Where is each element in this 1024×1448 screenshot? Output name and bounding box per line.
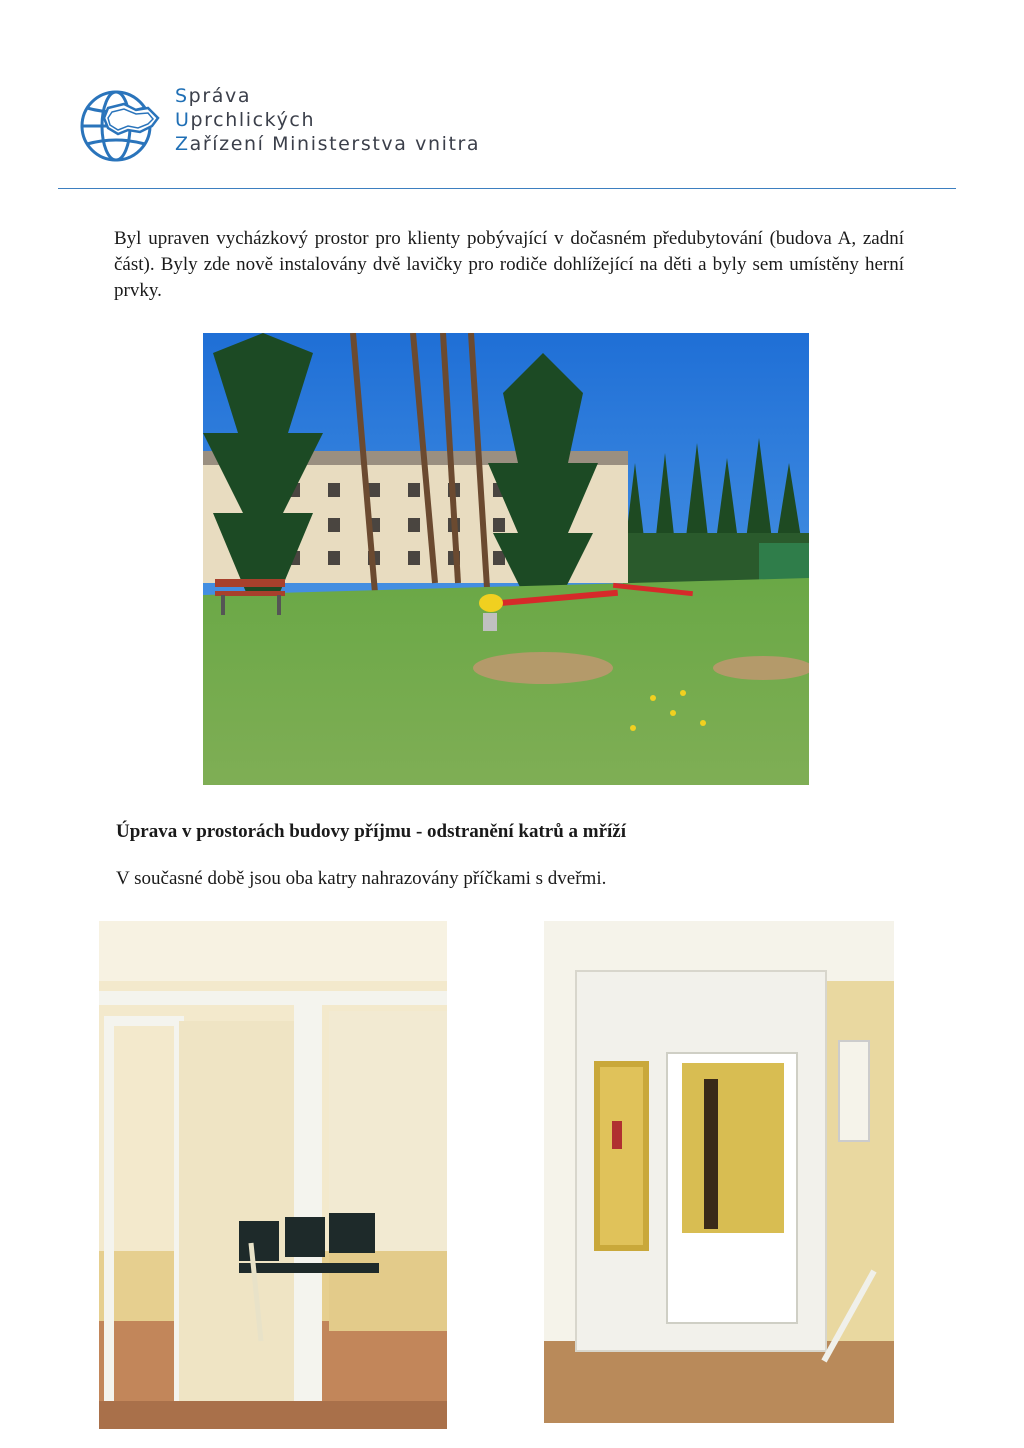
org-line-2: Uprchlických bbox=[175, 109, 316, 131]
section-paragraph: V současné době jsou oba katry nahrazovány příčkami s dveřmi. bbox=[116, 868, 607, 889]
globe-czech-map-icon bbox=[78, 86, 162, 168]
section-heading: Úprava v prostorách budovy příjmu - odstranění katrů a mříží bbox=[116, 821, 627, 842]
interior-partition-photo bbox=[99, 921, 447, 1429]
org-line-1: Správa bbox=[175, 85, 252, 107]
org-line-3: Zařízení Ministerstva vnitra bbox=[175, 133, 481, 155]
organization-name bbox=[175, 84, 480, 156]
playground-photo bbox=[203, 333, 809, 785]
interior-door-photo bbox=[544, 921, 894, 1423]
intro-paragraph: Byl upraven vycházkový prostor pro klienty pobývající v dočasném předubytování (budova A, zadní část). Byly zde nově instalovány dvě lavičky pro rodiče dohlížející na děti a byly sem umístěny herní prvky. bbox=[114, 228, 904, 301]
header-divider bbox=[58, 188, 956, 189]
